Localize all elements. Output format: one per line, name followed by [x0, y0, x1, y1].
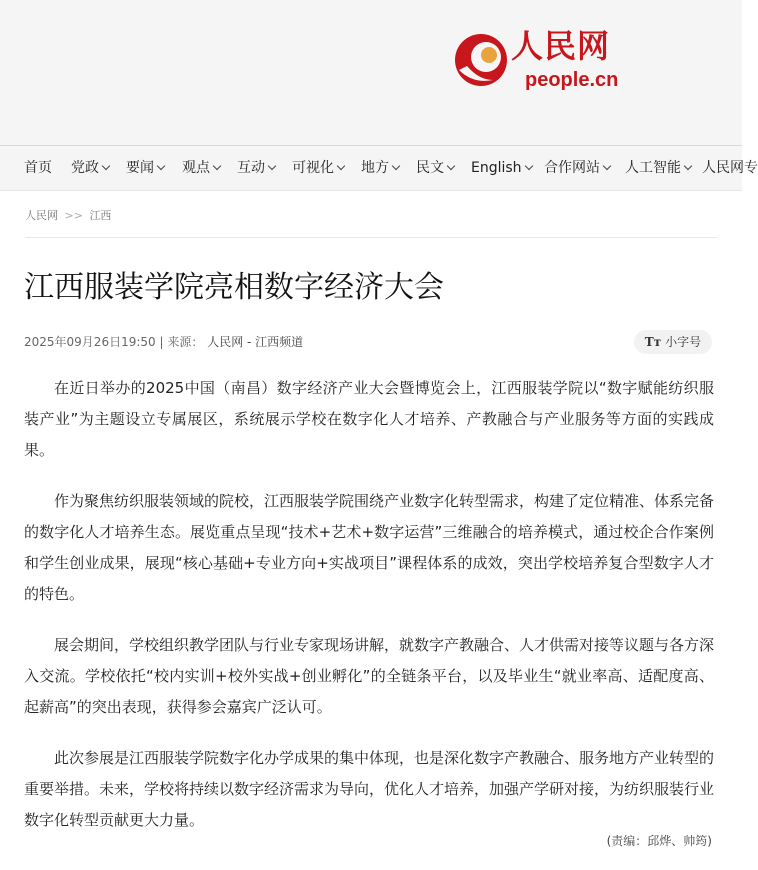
article-paragraph: 此次参展是江西服装学院数字化办学成果的集中体现，也是深化数字产教融合、服务地方产业转型的重要举措。未来，学校将持续以数字经济需求为导向，优化人才培养，加强产学研对接，为纺织服装行业数字化转型贡献更大力量。 [24, 749, 715, 829]
article-body [24, 373, 714, 856]
article-date: 2025年09月26日19:50 [24, 335, 156, 349]
people-logo[interactable] [453, 26, 633, 96]
logo-url: people.cn [525, 69, 619, 91]
breadcrumb-separator: >> [64, 209, 83, 222]
breadcrumb-section[interactable]: 江西 [89, 209, 112, 222]
article-title: 江西服装学院亮相数字经济大会 [24, 270, 444, 305]
breadcrumb-home[interactable]: 人民网 [25, 209, 58, 222]
main-nav [0, 145, 758, 191]
nav-item-special[interactable]: 人民网专 [702, 160, 758, 176]
nav-item-news[interactable]: 要闻 [126, 146, 164, 190]
chevron-down-icon [524, 162, 532, 170]
nav-item-opinion[interactable]: 观点 [182, 146, 220, 190]
nav-item-home[interactable]: 首页 [24, 160, 52, 176]
logo-text: 人民网 [511, 27, 611, 65]
chevron-down-icon [392, 162, 400, 170]
chevron-down-icon [213, 162, 221, 170]
article-paragraph: 在近日举办的2025中国（南昌）数字经济产业大会暨博览会上，江西服装学院以“数字赋能纺织服装产业”为主题设立专属展区，系统展示学校在数字化人才培养、产教融合与产业服务等方面的实践成果。 [24, 379, 714, 459]
nav-item-ethnic[interactable]: 民文 [416, 146, 454, 190]
article-source[interactable]: 人民网 - 江西频道 [207, 335, 304, 349]
chevron-down-icon [337, 162, 345, 170]
chevron-down-icon [102, 162, 110, 170]
nav-item-party[interactable]: 党政 [71, 146, 109, 190]
article-paragraph: 展会期间，学校组织教学团队与行业专家现场讲解，就数字产教融合、人才供需对接等议题与各方深入交流。学校依托“校内实训+校外实战+创业孵化”的全链条平台，以及毕业生“就业率高、适配度高、起薪高”的突出表现，获得参会嘉宾广泛认可。 [24, 636, 715, 716]
logo-emblem-icon [453, 30, 511, 90]
divider [25, 237, 717, 238]
chevron-down-icon [447, 162, 455, 170]
nav-item-english[interactable]: English [471, 146, 532, 190]
nav-item-interaction[interactable]: 互动 [237, 146, 275, 190]
chevron-down-icon [157, 162, 165, 170]
nav-item-local[interactable]: 地方 [361, 146, 399, 190]
source-prefix: | 来源： [159, 335, 204, 349]
font-size-icon: Tт [644, 335, 662, 349]
font-size-label: 小字号 [665, 335, 702, 349]
nav-item-visual[interactable]: 可视化 [292, 146, 344, 190]
chevron-down-icon [603, 162, 611, 170]
nav-item-partners[interactable]: 合作网站 [544, 146, 610, 190]
nav-item-ai[interactable]: 人工智能 [625, 146, 691, 190]
font-size-toggle-button[interactable] [634, 330, 712, 354]
article-paragraph: 作为聚焦纺织服装领域的院校，江西服装学院围绕产业数字化转型需求，构建了定位精准、体系完备的数字化人才培养生态。展览重点呈现“技术+艺术+数字运营”三维融合的培养模式，通过校企合作案例和学生创业成果，展现“核心基础+专业方向+实战项目”课程体系的成效，突出学校培养复合型数字人才的特色。 [24, 492, 715, 603]
breadcrumb [25, 207, 111, 223]
site-header [0, 0, 742, 145]
chevron-down-icon [684, 162, 692, 170]
editor-credit: (责编：邱烨、帅筠) [606, 834, 712, 848]
article-meta [24, 333, 303, 351]
chevron-down-icon [268, 162, 276, 170]
